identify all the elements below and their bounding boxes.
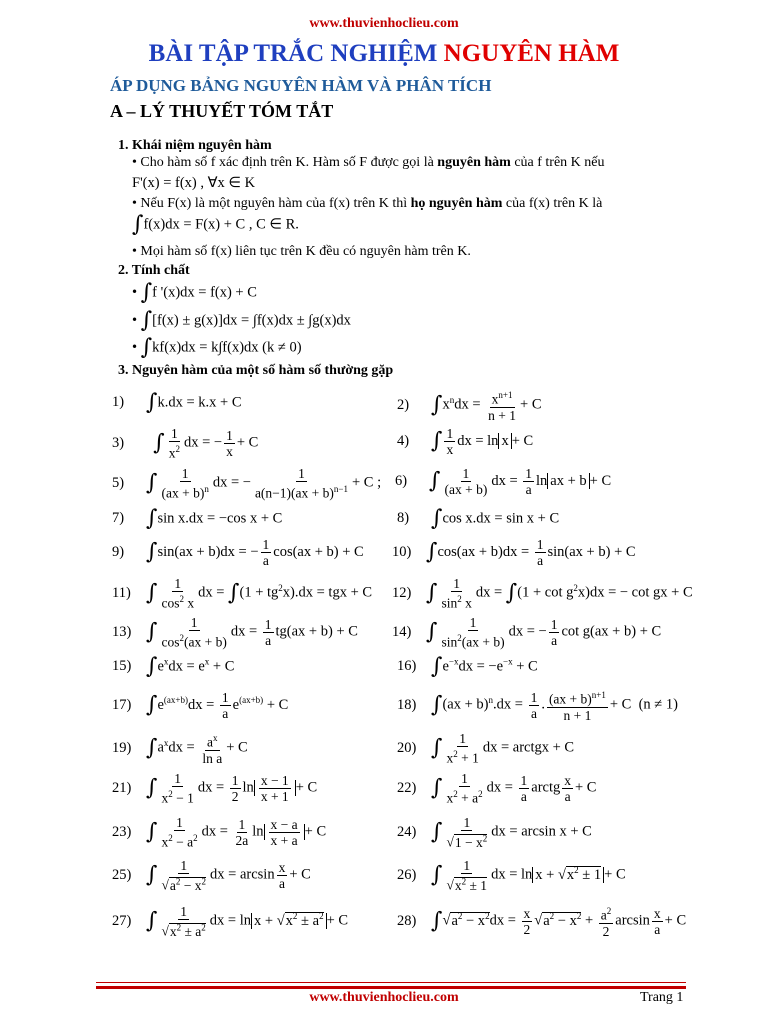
formula-8: 8) ∫cos x.dx = sin x + C xyxy=(397,506,560,531)
formula-24: 24) ∫ $\frac{1}{√1 - x^2}$ dx = arcsin x + C xyxy=(397,815,592,850)
title-part1: BÀI TẬP TRẮC NGHIỆM xyxy=(148,40,444,67)
formula-num: 8) xyxy=(397,510,410,527)
footer-site[interactable]: www.thuvienhoclieu.com xyxy=(309,990,459,1005)
footer-rule-thick xyxy=(96,986,686,989)
formula-9: 9) ∫sin(ax + b)dx = − $\frac{1}{a}$ cos(ax + b) + C xyxy=(112,537,364,568)
formula-27: 27) ∫ $\frac{1}{√x^2 \pm a^2}$ dx = $\ln x + √x^2 \pm a^2 + C$ xyxy=(112,904,349,939)
formula-26: 26) ∫ $\frac{1}{√x^2 \pm 1}$ dx = $\ln x + √x^2 \pm 1 + C$ xyxy=(397,858,626,893)
formula-3: 3) ∫ $\frac{1}{x^2}$ dx = − $\frac{1}{x}$ + C xyxy=(112,426,259,461)
formula-num: 20) xyxy=(397,739,417,756)
formula-18: 18) ∫(ax + b)$^n$.dx = $\frac{1}{a}$ . $\frac{(ax + b)^{n+1}}{n + 1}$ + C (n ≠ 1) xyxy=(397,689,678,723)
header-site[interactable]: www.thuvienhoclieu.com xyxy=(309,16,459,31)
formula-num: 9) xyxy=(112,543,125,560)
formula-12: 12) ∫ $\frac{1}{\sin^2 x}$ dx = $\int(1 + \cot g^2x)dx$ = − cot gx + C xyxy=(392,576,693,611)
s1-bullet3: • Mọi hàm số f(x) liên tục trên K đều có nguyên hàm trên K. xyxy=(132,244,471,259)
formula-21: 21) ∫ $\frac{1}{x^2 - 1}$ dx = $\frac{1}{2}$ ln $\frac{x - 1}{x + 1}$ + C xyxy=(112,771,318,806)
s1-b2-bold: họ nguyên hàm xyxy=(410,196,503,211)
s2-prop3: • ∫kf(x)dx = k∫f(x)dx (k ≠ 0) xyxy=(132,335,302,360)
formula-num: 12) xyxy=(392,584,412,601)
formula-num: 1) xyxy=(112,394,125,411)
formula-num: 28) xyxy=(397,912,417,929)
formula-2: 2) $\int x^ndx$ = $\frac{x^{n+1}}{n + 1}$ + C xyxy=(397,390,542,423)
s1-b1-post: của f trên K nếu xyxy=(510,155,605,170)
formula-22: 22) ∫ $\frac{1}{x^2 + a^2}$ dx = $\frac{1}{a}$ arctg $\frac{x}{a}$ + C xyxy=(397,771,597,806)
section-a-heading: A – LÝ THUYẾT TÓM TẮT xyxy=(110,101,334,121)
formula-num: 22) xyxy=(397,779,417,796)
formula-num: 11) xyxy=(112,584,131,601)
s1-bullet2 xyxy=(132,196,602,212)
formula-23: 23) ∫ $\frac{1}{x^2 - a^2}$ dx = $\frac{1}{2a}$ ln $\frac{x - a}{x + a}$ + C xyxy=(112,815,327,850)
s2-p2-text: [f(x) ± g(x)]dx = ∫f(x)dx ± ∫g(x)dx xyxy=(152,312,351,329)
formula-num: 25) xyxy=(112,866,132,883)
s1-b1-formula: F'(x) = f(x) , ∀x ∈ K xyxy=(132,175,256,191)
formula-num: 21) xyxy=(112,779,132,796)
formula-num: 26) xyxy=(397,866,417,883)
s1-b1-bold: nguyên hàm xyxy=(437,155,511,170)
s1-b1-pre: • Cho hàm số f xác định trên K. Hàm số F được gọi là xyxy=(132,155,438,170)
formula-num: 27) xyxy=(112,912,132,929)
title-part2: NGUYÊN HÀM xyxy=(443,40,620,67)
s2-p3-text: kf(x)dx = k∫f(x)dx (k ≠ 0) xyxy=(152,339,302,356)
formula-11: 11) ∫ $\frac{1}{\cos^2 x}$ dx = $\int(1 + tg^2x).dx$ = tgx + C xyxy=(112,576,373,611)
s2-heading: 2. Tính chất xyxy=(118,263,190,278)
formula-13: 13) ∫ $\frac{1}{\cos^2(ax + b)}$ dx = $\frac{1}{a}$ tg(ax + b) + C xyxy=(112,615,358,650)
formula-19: 19) $\int a^xdx$ = $\frac{a^x}{\text{ln a}}$ + C xyxy=(112,733,248,766)
formula-num: 15) xyxy=(112,658,132,675)
s1-b2-post: của f(x) trên K là xyxy=(502,196,603,211)
formula-num: 17) xyxy=(112,696,132,713)
formula-num: 2) xyxy=(397,396,410,413)
formula-14: 14) ∫ $\frac{1}{\sin^2(ax + b)}$ dx = − $\frac{1}{a}$ cot g(ax + b) + C xyxy=(392,615,662,650)
formula-num: 19) xyxy=(112,739,132,756)
formula-6: 6) ∫ $\frac{1}{(ax + b)}$ dx = $\frac{1}{a}$ ln ax + b + C xyxy=(395,466,612,497)
formula-num: 23) xyxy=(112,823,132,840)
s2-prop1: • ∫f '(x)dx = f(x) + C xyxy=(132,280,257,305)
page-title xyxy=(0,40,768,68)
s1-heading: 1. Khái niệm nguyên hàm xyxy=(118,138,272,153)
s1-b2-pre: • Nếu F(x) là một nguyên hàm của f(x) trên K thì xyxy=(132,196,411,211)
s2-prop2: • ∫[f(x) ± g(x)]dx = ∫f(x)dx ± ∫g(x)dx xyxy=(132,308,351,333)
formula-4: 4) ∫ $\frac{1}{x}$ dx = ln x + C xyxy=(397,426,534,457)
s3-heading: 3. Nguyên hàm của một số hàm số thường gặp xyxy=(118,363,394,378)
formula-1: 1) ∫k.dx = k.x + C xyxy=(112,390,242,415)
formula-num: 5) xyxy=(112,474,125,491)
formula-num: 24) xyxy=(397,823,417,840)
subtitle: ÁP DỤNG BẢNG NGUYÊN HÀM VÀ PHÂN TÍCH xyxy=(110,76,492,95)
s2-p1-text: f '(x)dx = f(x) + C xyxy=(152,284,257,301)
formula-num: 10) xyxy=(392,543,412,560)
s1-b2-formula-row: ∫f(x)dx = F(x) + C , C ∈ R. xyxy=(132,212,299,237)
formula-num: 4) xyxy=(397,432,410,449)
formula-7: 7) ∫sin x.dx = −cos x + C xyxy=(112,506,283,531)
formula-num: 3) xyxy=(112,434,125,451)
formula-25: 25) ∫ $\frac{1}{√a^2 - x^2}$ dx = arcsin $\frac{x}{a}$ + C xyxy=(112,858,311,893)
formula-num: 6) xyxy=(395,472,408,489)
s1-bullet1 xyxy=(132,155,605,171)
formula-17: 17) $\int e^{(ax+b)}dx$ = $\frac{1}{a}$ $e^{(ax+b)} + C$ xyxy=(112,690,289,721)
formula-5: 5) ∫ $\frac{1}{(ax + b)^n}$ dx = − $\frac{1}{a(n-1)(ax + b)^{n-1}}$ + C ; xyxy=(112,466,382,501)
formula-num: 7) xyxy=(112,510,125,527)
s1-b2-formula: f(x)dx = F(x) + C , C ∈ R. xyxy=(143,216,299,233)
formula-15: 15) $\int e^xdx = e^x + C$ xyxy=(112,654,235,679)
page-number: Trang 1 xyxy=(640,990,684,1005)
formula-num: 18) xyxy=(397,696,417,713)
footer-rule-thin xyxy=(96,982,686,983)
formula-28: 28) $\int√a^2 - x^2dx$ = $\frac{x}{2}$ $√a^2 - x^2$ + $\frac{a^2}{2}$ arcsin $\frac{x}{a}$ + C xyxy=(397,905,687,939)
formula-20: 20) ∫ $\frac{1}{x^2 + 1}$ dx = arctgx + C xyxy=(397,731,575,766)
formula-10: 10) ∫cos(ax + b)dx = $\frac{1}{a}$ sin(ax + b) + C xyxy=(392,537,636,568)
formula-num: 14) xyxy=(392,623,412,640)
formula-num: 16) xyxy=(397,658,417,675)
formula-16: 16) $\int e^{-x}dx = -e^{-x} + C$ xyxy=(397,654,538,679)
formula-num: 13) xyxy=(112,623,132,640)
